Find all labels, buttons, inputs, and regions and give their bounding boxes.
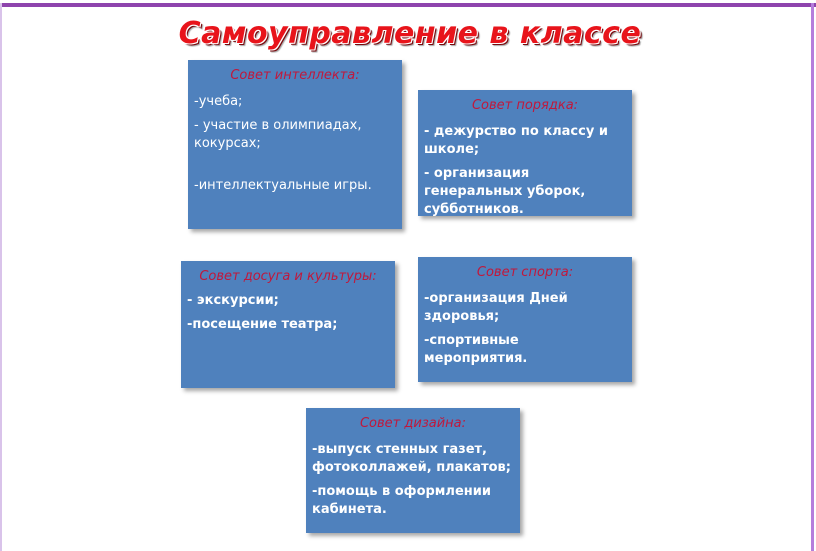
council-order-box [418, 90, 632, 216]
council-sport-box [418, 257, 632, 382]
council-item: -выпуск стенных газет, фотоколлажей, плакатов; [312, 442, 511, 475]
page-title: Самоуправление в классе [178, 16, 642, 51]
council-design-box [306, 408, 520, 533]
council-heading: Совет досуга и культуры: [199, 269, 377, 284]
council-heading: Совет дизайна: [359, 416, 466, 431]
council-heading: Совет интеллекта: [230, 68, 360, 83]
council-item: -учеба; [194, 94, 243, 109]
council-heading: Совет порядка: [471, 98, 579, 113]
council-item: -помощь в оформлении кабинета. [312, 484, 491, 517]
council-item: -посещение театра; [187, 317, 338, 332]
spacer [194, 159, 396, 177]
page-frame-right [811, 3, 814, 551]
council-item: -интеллектуальные игры. [194, 178, 372, 193]
council-item: - экскурсии; [187, 293, 279, 308]
council-leisure-box [181, 261, 395, 388]
council-item: - дежурство по классу и школе; [424, 124, 608, 157]
council-heading: Совет спорта: [476, 265, 574, 280]
council-intellect-box [188, 60, 402, 229]
page-frame-top [0, 3, 816, 7]
council-item: -организация Дней здоровья; [424, 291, 568, 324]
council-item: - организация генеральных уборок, субботников. [424, 166, 586, 217]
council-item: -спортивные мероприятия. [424, 333, 528, 366]
council-item: - участие в олимпиадах, кокурсах; [194, 118, 362, 151]
page-frame-left [0, 3, 2, 551]
